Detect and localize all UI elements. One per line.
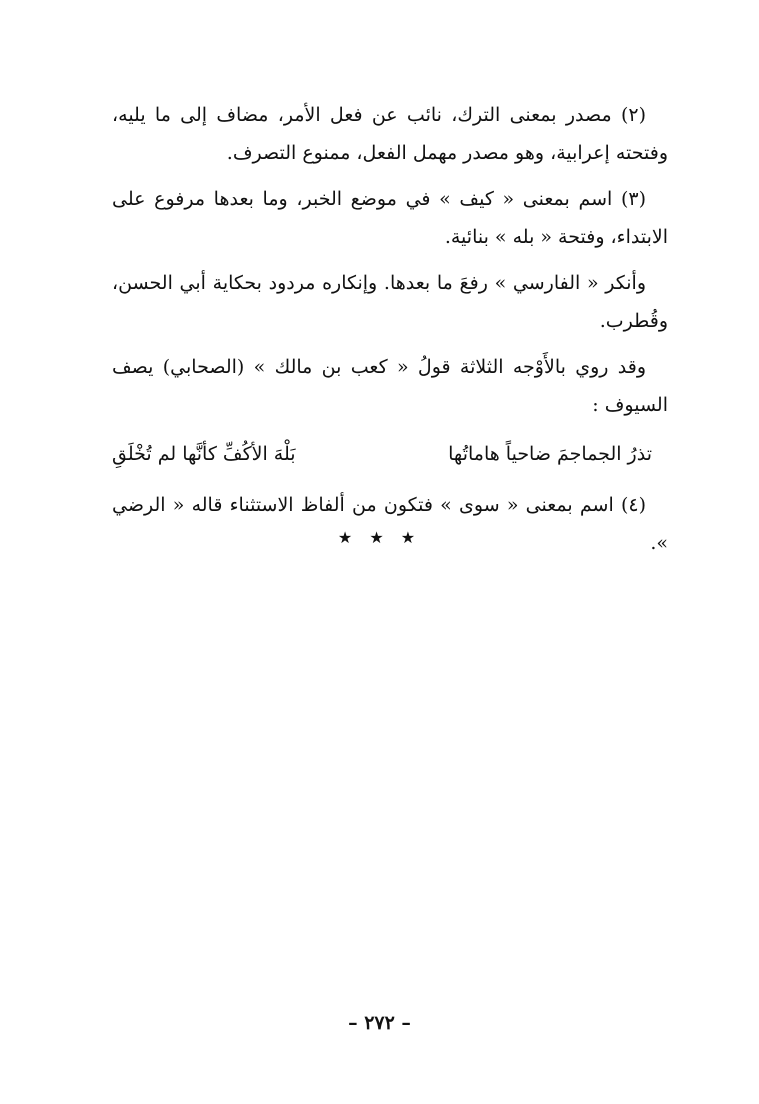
footnotes-block bbox=[112, 96, 668, 570]
section-separator-stars: ★ ★ ★ bbox=[337, 528, 422, 547]
footnote-3: (٣) اسم بمعنى « كيف » في موضع الخبر، وما بعدها مرفوع على الابتداء، وفتحة « بله » بنائية. bbox=[112, 188, 668, 248]
poetry-verse bbox=[112, 434, 668, 474]
verse-first-hemistich: تذرُ الجماجمَ ضاحياً هاماتُها bbox=[448, 443, 652, 465]
page-number: – ٢٧٢ – bbox=[348, 1012, 411, 1034]
verse-second-hemistich: بَلْهَ الأكُفِّ كأنَّها لم تُخْلَقِ bbox=[112, 443, 296, 465]
footnote-2: (٢) مصدر بمعنى الترك، نائب عن فعل الأمر، مضاف إلى ما يليه، وفتحته إعرابية، وهو مصدر مهمل الفعل، ممنوع التصرف. bbox=[112, 104, 668, 164]
footnote-4: (٤) اسم بمعنى « سوى » فتكون من ألفاظ الاستثناء قاله « الرضي ». bbox=[112, 494, 668, 554]
footnote-3-farisi-paragraph: وأنكر « الفارسي » رفعَ ما بعدها. وإنكاره مردود بحكاية أبي الحسن، وقُطرب. bbox=[112, 272, 668, 332]
footnote-3-kaab-paragraph: وقد روي بالأَوْجه الثلاثة قولُ « كعب بن مالك » (الصحابي) يصف السيوف : bbox=[112, 356, 668, 416]
